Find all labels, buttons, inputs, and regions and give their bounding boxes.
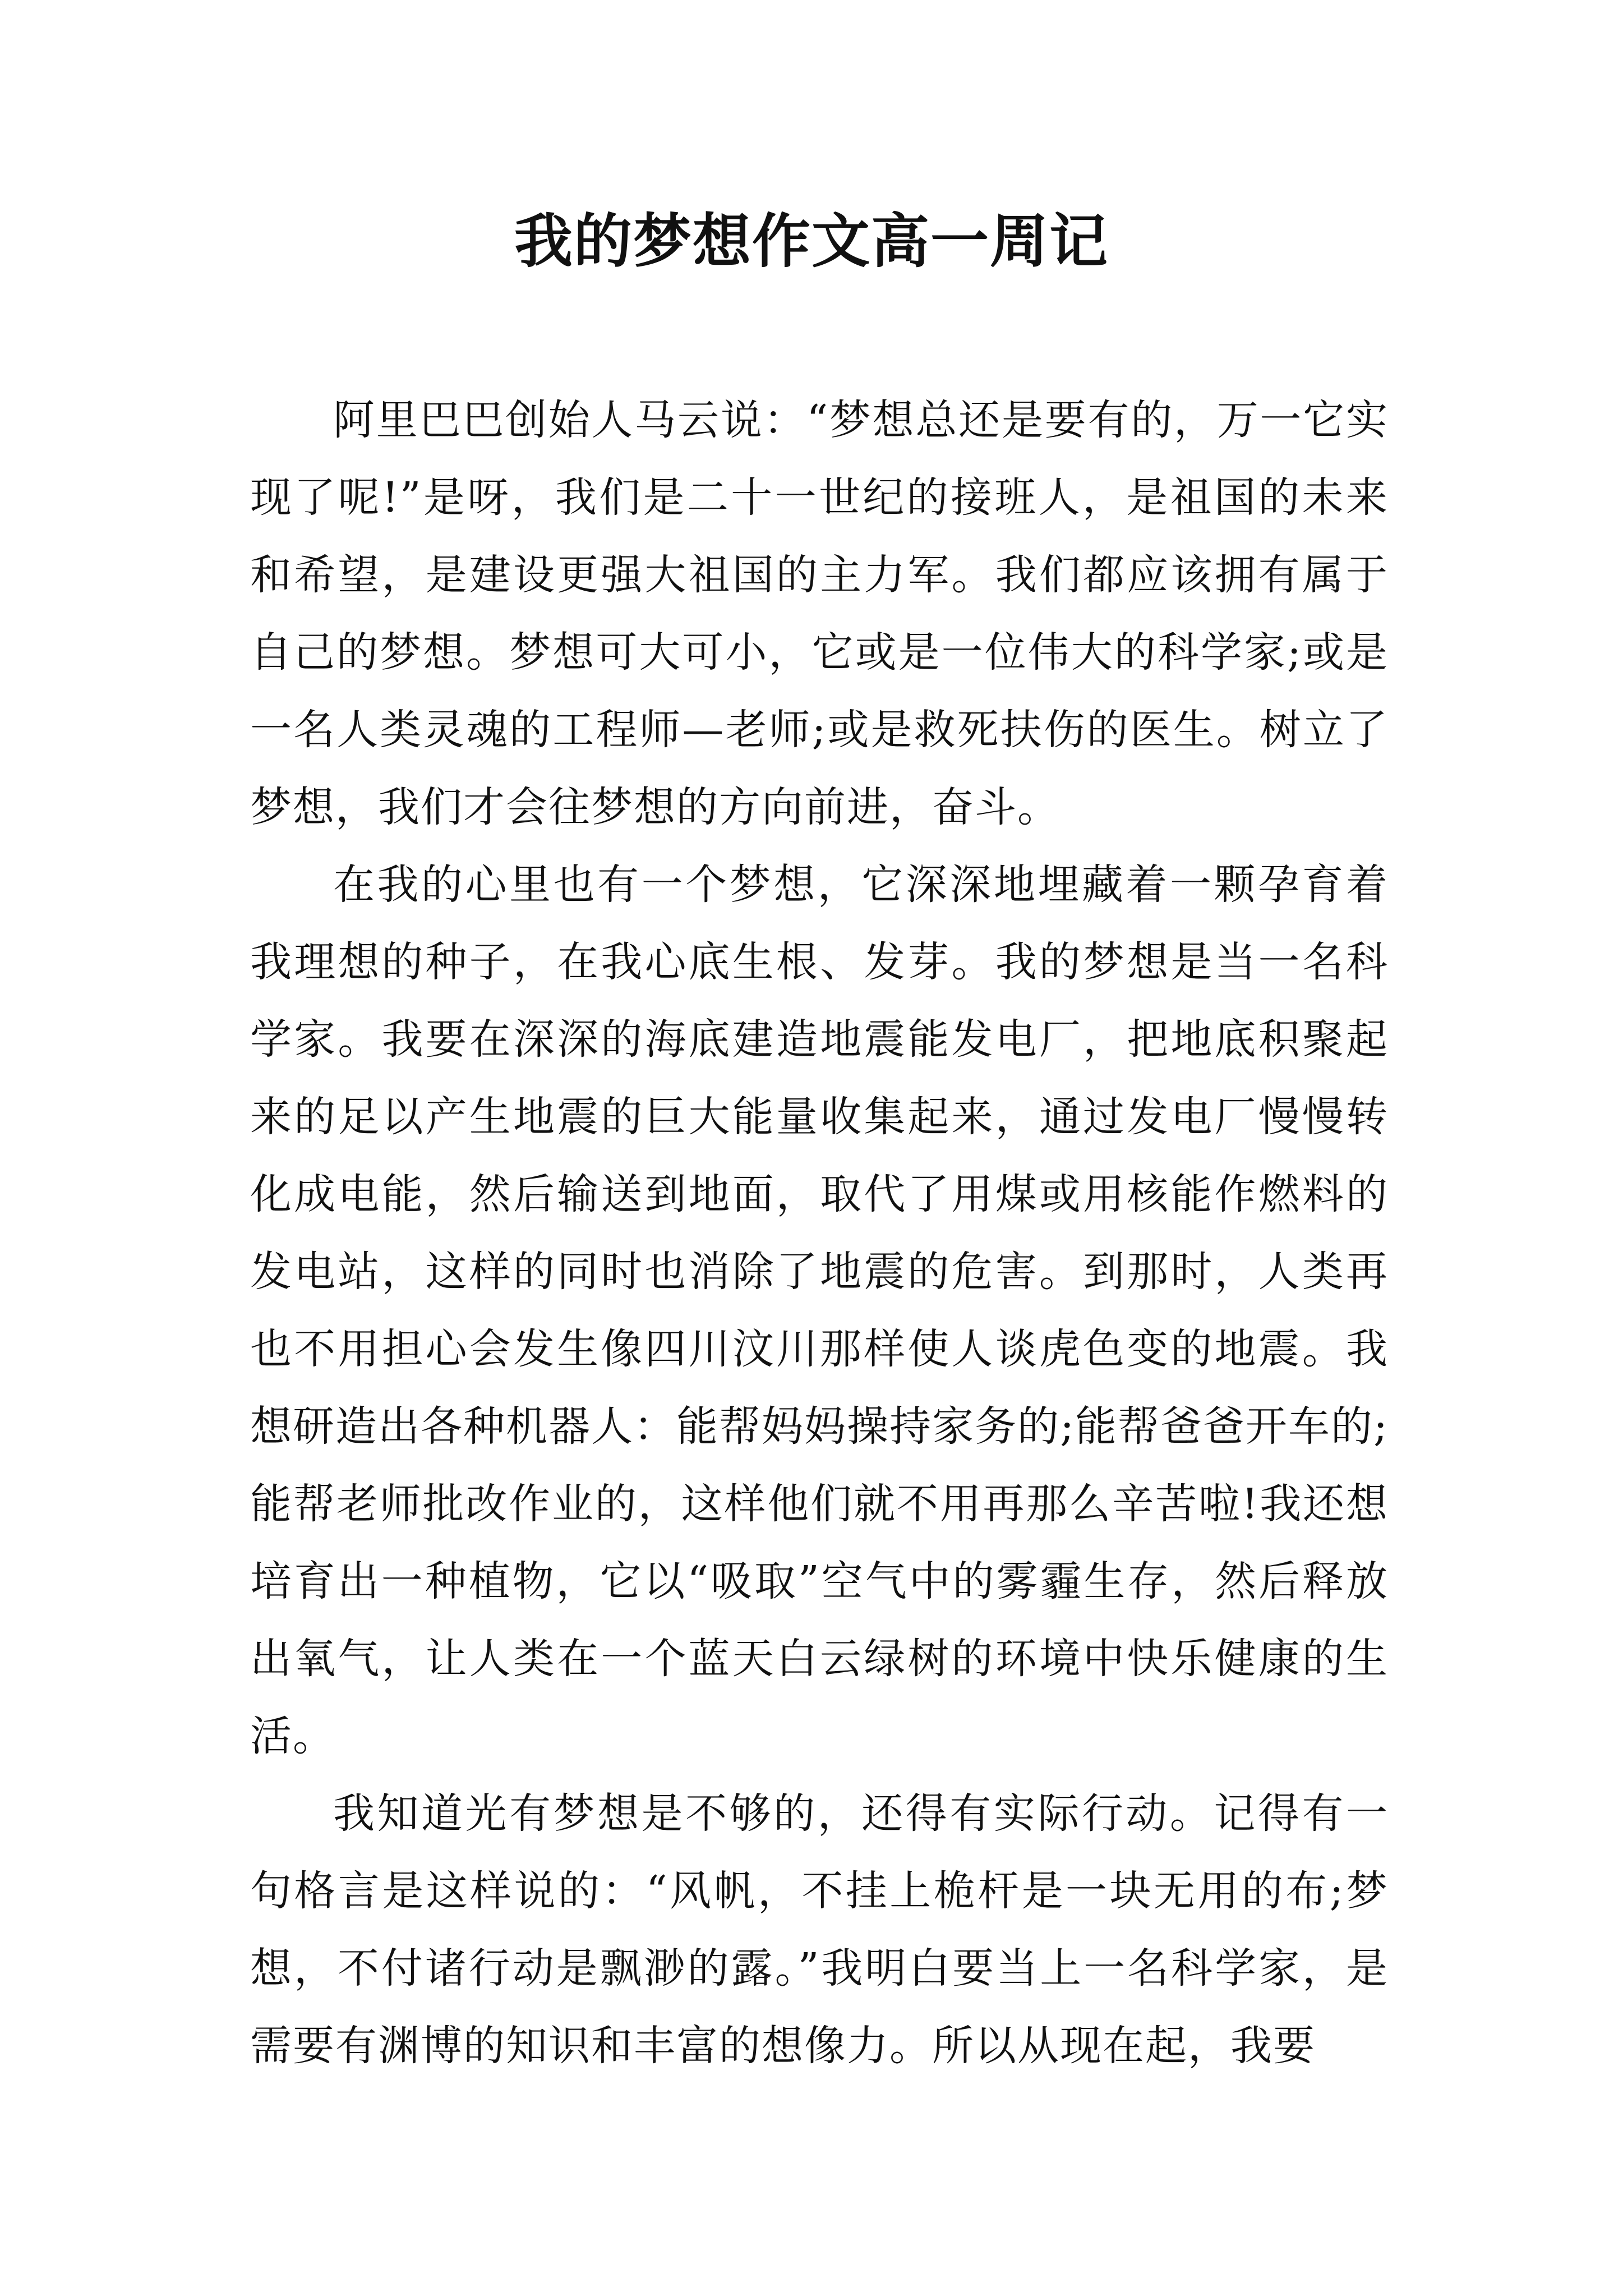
paragraph: 在我的心里也有一个梦想，它深深地埋藏着一颗孕育着我理想的种子，在我心底生根、发芽。我的梦想是当一名科学家。我要在深深的海底建造地震能发电厂，把地底积聚起来的足以产生地震的巨大能量收集起来，通过发电厂慢慢转化成电能，然后输送到地面，取代了用煤或用核能作燃料的发电站，这样的同时也消除了地震的危害。到那时，人类再也不用担心会发生像四川汶川那样使人谈虎色变的地震。我想研造出各种机器人：能帮妈妈操持家务的;能帮爸爸开车的;能帮老师批改作业的，这样他们就不用再那么辛苦啦!我还想培育出一种植物，它以“吸取”空气中的雾霾生存，然后释放出氧气，让人类在一个蓝天白云绿树的环境中快乐健康的生活。: [250, 861, 1389, 1760]
document-title: 我的梦想作文高一周记: [514, 206, 1109, 275]
document-body: [250, 381, 1389, 2085]
paragraph: 我知道光有梦想是不够的，还得有实际行动。记得有一句格言是这样说的：“风帆，不挂上桅杆是一块无用的布;梦想，不付诸行动是飘渺的露。”我明白要当上一名科学家，是需要有渊博的知识和丰富的想像力。所以从现在起，我要: [250, 1789, 1389, 2070]
paragraph: 阿里巴巴创始人马云说：“梦想总还是要有的，万一它实现了呢!”是呀，我们是二十一世纪的接班人，是祖国的未来和希望，是建设更强大祖国的主力军。我们都应该拥有属于自己的梦想。梦想可大可小，它或是一位伟大的科学家;或是一名人类灵魂的工程师—老师;或是救死扶伤的医生。树立了梦想，我们才会往梦想的方向前进，奋斗。: [250, 396, 1389, 831]
